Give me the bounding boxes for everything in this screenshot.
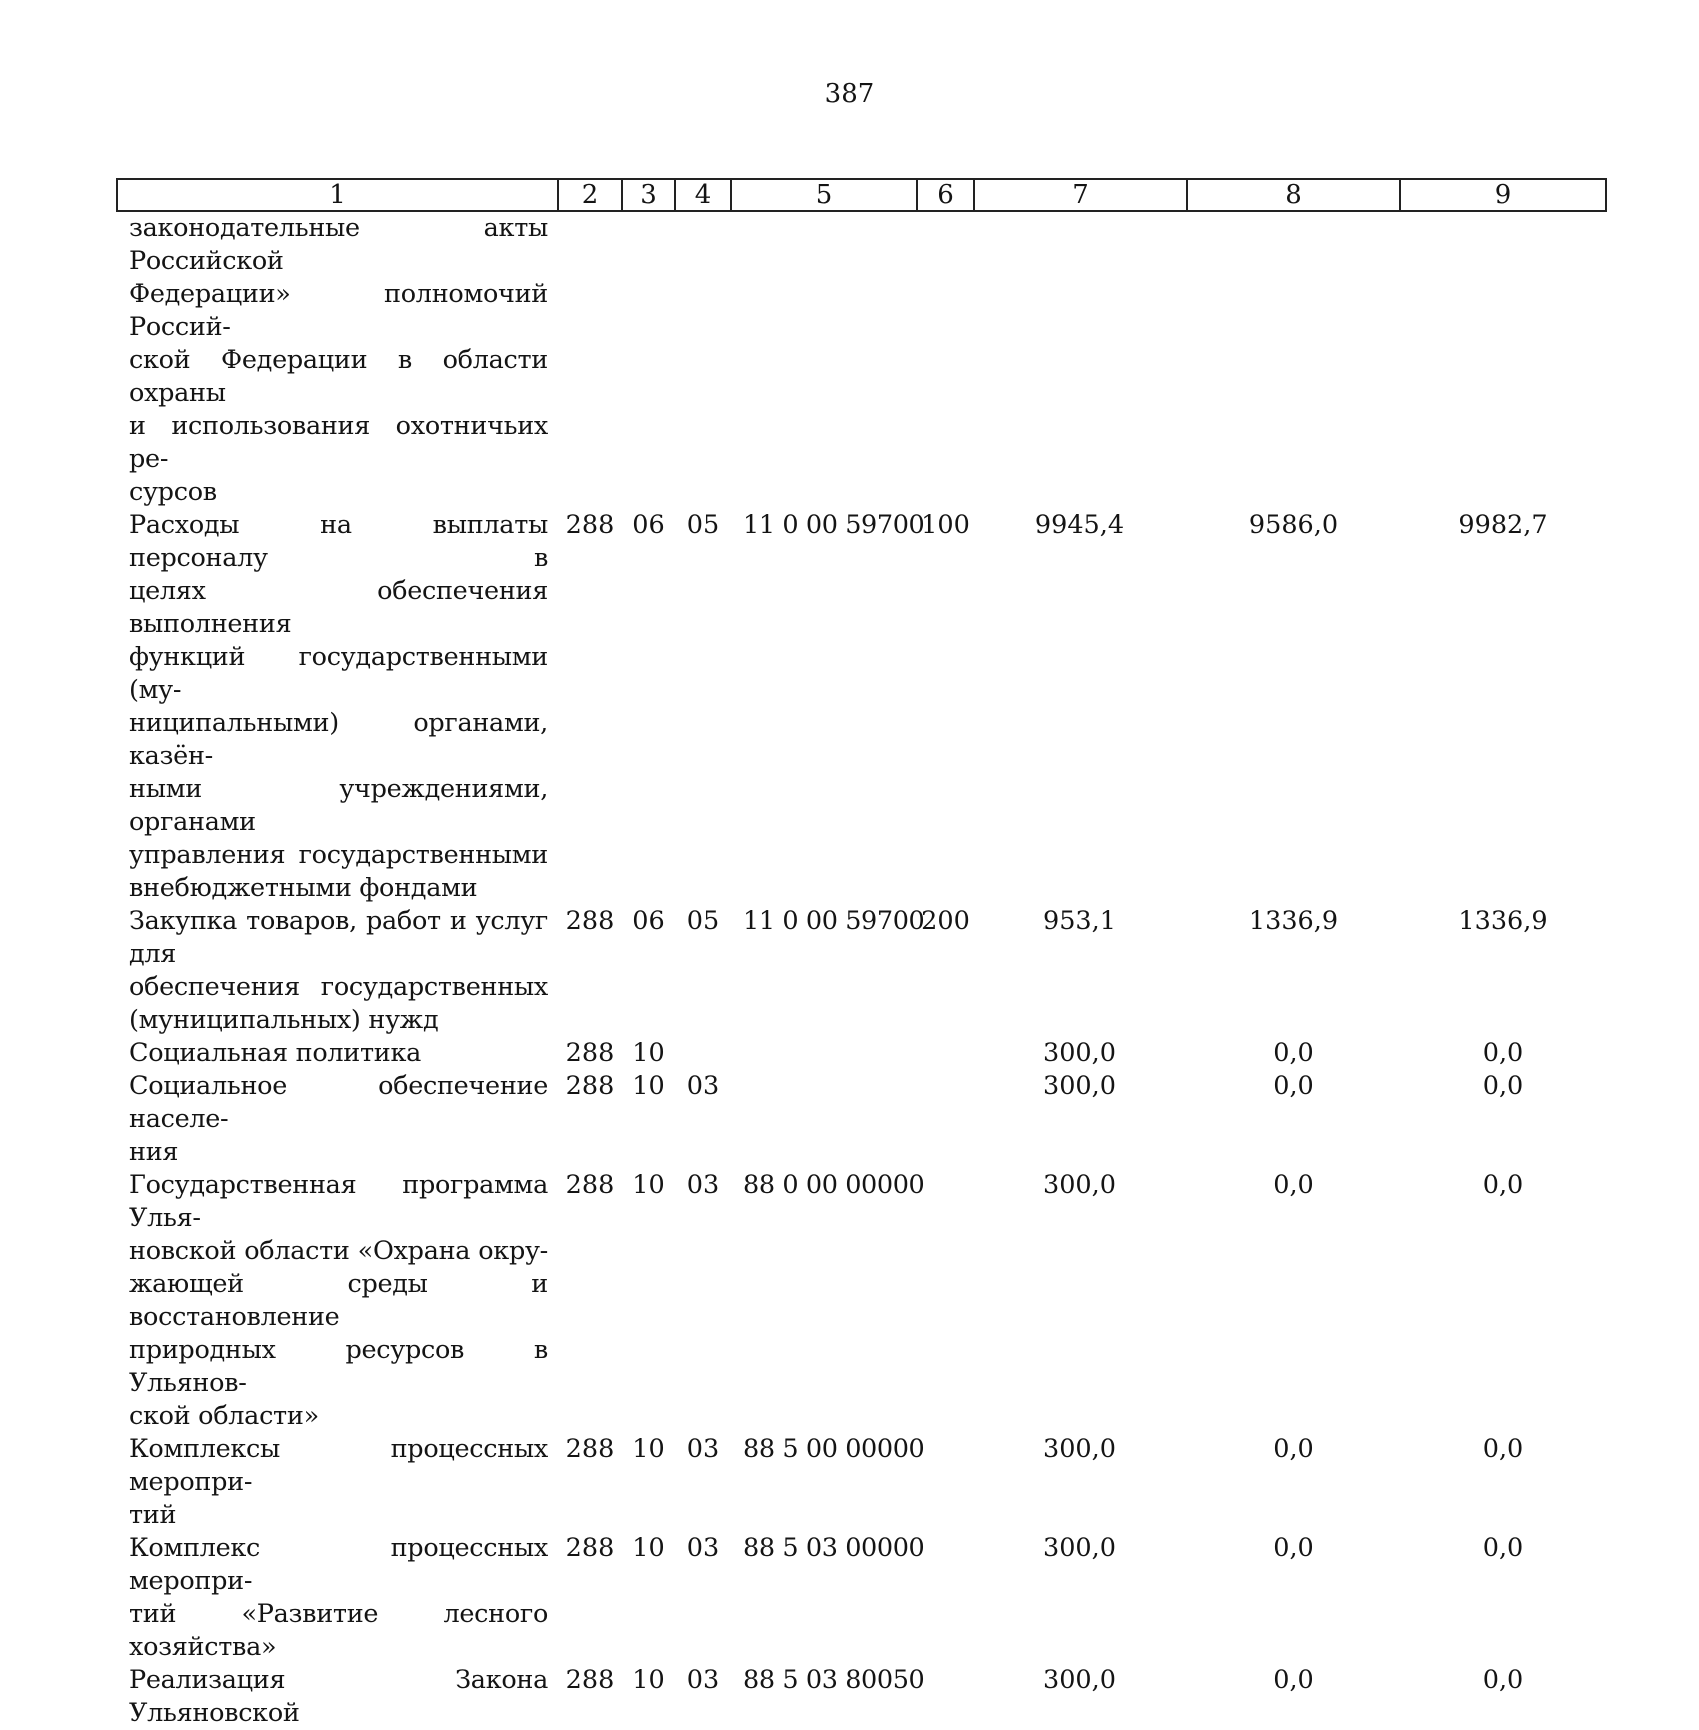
item-name-line: Государственная программа Улья- (129, 1170, 548, 1233)
item-name-line: внебюджетными фондами (129, 873, 478, 903)
cell-amount-col8 (1187, 211, 1400, 509)
cell-target-article-code (731, 211, 917, 509)
table-row (117, 509, 1606, 905)
cell-ministry-code: 288 (565, 510, 615, 540)
cell-subsection-code (675, 1037, 731, 1070)
cell-subsection-code: 03 (686, 1533, 720, 1563)
cell-amount-col9: 0,0 (1482, 1170, 1524, 1200)
cell-target-article-code: 88 5 03 00000 (743, 1533, 925, 1563)
item-name-line: Социальная политика (129, 1038, 422, 1068)
item-name-line: новской области «Охрана окру- (129, 1236, 548, 1266)
budget-table (116, 178, 1607, 1730)
item-name-line: Расходы на выплаты персоналу в (129, 510, 548, 573)
cell-section-code: 06 (632, 510, 665, 540)
cell-expense-type-code (917, 1532, 974, 1664)
column-header-3: 3 (622, 179, 675, 211)
table-row (117, 1037, 1606, 1070)
cell-item-name (117, 211, 558, 509)
cell-subsection-code: 03 (686, 1071, 720, 1101)
cell-amount-col7 (974, 211, 1187, 509)
cell-section-code: 10 (632, 1665, 665, 1695)
cell-target-article-code: 88 5 03 80050 (743, 1665, 925, 1695)
column-header-2: 2 (558, 179, 622, 211)
cell-subsection-code (675, 211, 731, 509)
item-name-line: управления государственными (129, 840, 548, 870)
column-header-9: 9 (1400, 179, 1606, 211)
cell-item-name (117, 1169, 558, 1433)
item-name-line: (муниципальных) нужд (129, 1005, 439, 1035)
cell-amount-col9: 0,0 (1482, 1434, 1524, 1464)
cell-amount-col9: 1336,9 (1458, 906, 1548, 936)
column-header-1: 1 (117, 179, 558, 211)
cell-subsection-code: 05 (686, 510, 720, 540)
cell-amount-col8: 0,0 (1273, 1170, 1314, 1200)
table-row (117, 1664, 1606, 1730)
cell-target-article-code (731, 1037, 917, 1070)
column-header-7: 7 (974, 179, 1187, 211)
cell-target-article-code: 11 0 00 59700 (743, 906, 925, 936)
table-header (117, 179, 1606, 211)
cell-section-code: 10 (632, 1071, 665, 1101)
item-name-line: Федерации» полномочий Россий- (129, 279, 548, 342)
cell-amount-col7: 9945,4 (1034, 510, 1125, 540)
table-row (117, 1070, 1606, 1169)
cell-amount-col7: 300,0 (1042, 1071, 1116, 1101)
header-row (117, 179, 1606, 211)
item-name-line: и использования охотничьих ре- (129, 411, 548, 474)
cell-expense-type-code (917, 1169, 974, 1433)
cell-section-code: 10 (632, 1038, 665, 1068)
cell-amount-col9: 0,0 (1482, 1665, 1524, 1695)
cell-expense-type-code: 200 (921, 906, 970, 936)
cell-item-name (117, 1070, 558, 1169)
cell-amount-col8: 9586,0 (1248, 510, 1339, 540)
table-row (117, 1169, 1606, 1433)
cell-subsection-code: 03 (686, 1170, 720, 1200)
cell-item-name (117, 509, 558, 905)
cell-section-code: 10 (632, 1533, 665, 1563)
cell-amount-col9: 9982,7 (1458, 510, 1548, 540)
cell-amount-col7: 300,0 (1042, 1038, 1116, 1068)
cell-ministry-code: 288 (565, 1170, 615, 1200)
cell-section-code: 10 (632, 1434, 665, 1464)
cell-ministry-code: 288 (565, 1533, 615, 1563)
cell-section-code (622, 211, 675, 509)
cell-amount-col7: 953,1 (1042, 906, 1116, 936)
item-name-line: природных ресурсов в Ульянов- (129, 1335, 548, 1398)
cell-expense-type-code (917, 1664, 974, 1730)
cell-amount-col7: 300,0 (1042, 1665, 1116, 1695)
cell-section-code: 10 (632, 1170, 665, 1200)
item-name-line: сурсов (129, 477, 217, 507)
table-row (117, 905, 1606, 1037)
page-number: 387 (824, 79, 875, 109)
cell-ministry-code: 288 (565, 1071, 615, 1101)
cell-ministry-code: 288 (565, 906, 615, 936)
cell-item-name (117, 1664, 558, 1730)
item-name-line: законодательные акты Российской (129, 213, 548, 276)
item-name-line: тий (129, 1500, 177, 1530)
cell-expense-type-code: 100 (921, 510, 970, 540)
cell-expense-type-code (917, 1433, 974, 1532)
cell-amount-col7: 300,0 (1042, 1533, 1116, 1563)
cell-amount-col8: 0,0 (1273, 1665, 1314, 1695)
column-header-4: 4 (675, 179, 731, 211)
cell-ministry-code: 288 (565, 1434, 615, 1464)
cell-section-code: 06 (632, 906, 665, 936)
table-row (117, 1433, 1606, 1532)
cell-item-name (117, 905, 558, 1037)
column-header-5: 5 (731, 179, 917, 211)
item-name-line: Социальное обеспечение населе- (129, 1071, 548, 1134)
cell-amount-col9: 0,0 (1482, 1533, 1524, 1563)
item-name-line: ния (129, 1137, 179, 1167)
cell-expense-type-code (917, 1070, 974, 1169)
cell-amount-col8: 0,0 (1273, 1434, 1314, 1464)
cell-amount-col8: 0,0 (1273, 1533, 1314, 1563)
item-name-line: Закупка товаров, работ и услуг для (129, 906, 548, 969)
cell-amount-col7: 300,0 (1042, 1170, 1116, 1200)
item-name-line: целях обеспечения выполнения (129, 576, 548, 639)
item-name-line: функций государственными (му- (129, 642, 548, 705)
item-name-line: ской области» (129, 1401, 319, 1431)
table-body (117, 211, 1606, 1730)
item-name-line: обеспечения государственных (129, 972, 548, 1002)
cell-item-name (117, 1037, 558, 1070)
item-name-line: ской Федерации в области охраны (129, 345, 548, 408)
cell-subsection-code: 03 (686, 1665, 720, 1695)
item-name-line: ными учреждениями, органами (129, 774, 548, 837)
column-header-6: 6 (917, 179, 974, 211)
table-row (117, 1532, 1606, 1664)
cell-ministry-code: 288 (565, 1038, 615, 1068)
cell-target-article-code: 11 0 00 59700 (743, 510, 925, 540)
table-row (117, 211, 1606, 509)
item-name-line: ниципальными) органами, казён- (129, 708, 548, 771)
cell-amount-col9: 0,0 (1482, 1071, 1524, 1101)
cell-item-name (117, 1532, 558, 1664)
cell-ministry-code: 288 (565, 1665, 615, 1695)
cell-target-article-code: 88 5 00 00000 (743, 1434, 925, 1464)
item-name-line: тий «Развитие лесного хозяйства» (129, 1599, 548, 1662)
cell-amount-col9 (1400, 211, 1606, 509)
cell-amount-col8: 1336,9 (1248, 906, 1339, 936)
item-name-line: Реализация Закона Ульяновской (129, 1665, 548, 1728)
cell-subsection-code: 03 (686, 1434, 720, 1464)
cell-target-article-code: 88 0 00 00000 (743, 1170, 925, 1200)
cell-target-article-code (731, 1070, 917, 1169)
item-name-line: Комплексы процессных меропри- (129, 1434, 548, 1497)
cell-amount-col9: 0,0 (1482, 1038, 1524, 1068)
cell-amount-col7: 300,0 (1042, 1434, 1116, 1464)
item-name-line: жающей среды и восстановление (129, 1269, 548, 1332)
cell-expense-type-code (917, 211, 974, 509)
cell-ministry-code (558, 211, 622, 509)
cell-expense-type-code (917, 1037, 974, 1070)
item-name-line: Комплекс процессных меропри- (129, 1533, 548, 1596)
cell-item-name (117, 1433, 558, 1532)
column-header-8: 8 (1187, 179, 1400, 211)
cell-amount-col8: 0,0 (1273, 1038, 1314, 1068)
cell-subsection-code: 05 (686, 906, 720, 936)
cell-amount-col8: 0,0 (1273, 1071, 1314, 1101)
